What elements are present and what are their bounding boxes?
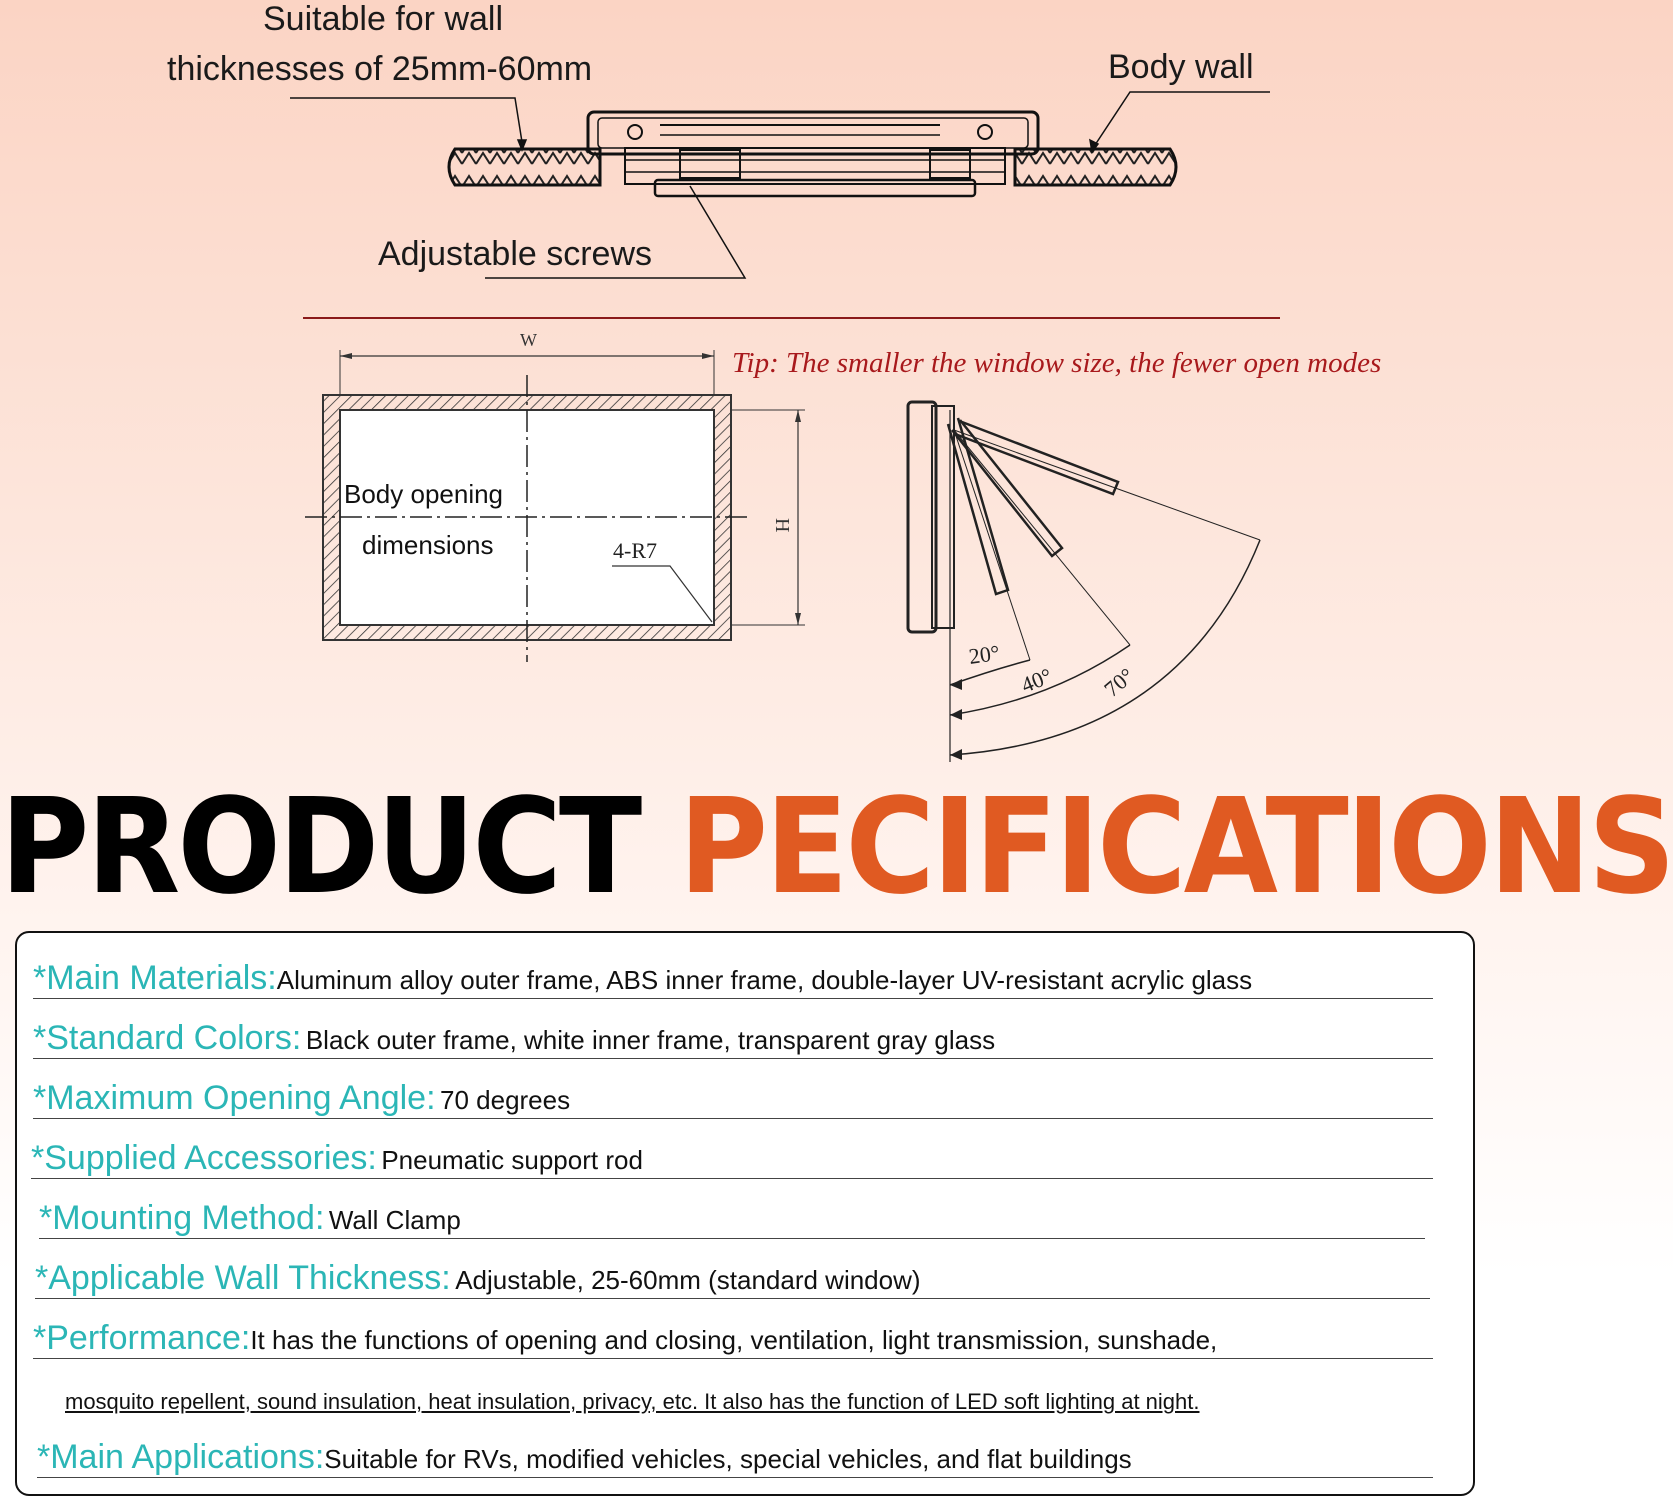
spec-row <box>35 1259 1430 1299</box>
angle-label-40: 40° <box>1017 662 1056 698</box>
adjustable-screws-label: Adjustable screws <box>378 235 653 273</box>
spec-value: Aluminum alloy outer frame, ABS inner frame, double-layer UV-resistant acrylic glass <box>276 965 1253 995</box>
spec-key: *Mounting Method: <box>39 1199 325 1237</box>
spec-row <box>33 1019 1433 1059</box>
spec-value: It has the functions of opening and closing, ventilation, light transmission, sunshade, <box>250 1325 1218 1355</box>
angle-label-70: 70° <box>1099 662 1139 702</box>
width-label: W <box>520 330 537 350</box>
spec-row <box>33 1319 1433 1359</box>
spec-key: *Maximum Opening Angle: <box>33 1079 436 1117</box>
opening-label-line2: dimensions <box>362 530 494 560</box>
angle-label-20: 20° <box>967 639 1002 669</box>
spec-value: 70 degrees <box>440 1085 571 1115</box>
spec-key: *Performance: <box>33 1319 251 1357</box>
tip-text: Tip: The smaller the window size, the fewer open modes <box>732 347 1382 379</box>
height-label: H <box>771 518 793 533</box>
spec-key: *Standard Colors: <box>33 1019 302 1057</box>
spec-value: Black outer frame, white inner frame, transparent gray glass <box>305 1025 996 1055</box>
spec-list-box <box>15 931 1475 1496</box>
headline-product: PRODUCT <box>0 770 640 924</box>
window-frame-section <box>588 112 1038 196</box>
opening-label-line1: Body opening <box>344 479 504 509</box>
spec-key: *Main Applications: <box>37 1438 325 1476</box>
spec-key: *Main Materials: <box>33 959 277 997</box>
wall-thickness-label-line2: thicknesses of 25mm-60mm <box>167 50 593 88</box>
wall-thickness-label-line1: Suitable for wall <box>263 0 504 38</box>
spec-value: Wall Clamp <box>328 1205 461 1235</box>
spec-key: *Supplied Accessories: <box>31 1139 377 1177</box>
corner-radius-label: 4-R7 <box>613 538 657 563</box>
spec-row <box>31 1139 1433 1179</box>
opening-angle-drawing <box>908 402 1260 762</box>
spec-row <box>39 1199 1425 1239</box>
spec-value-continuation: mosquito repellent, sound insulation, heat insulation, privacy, etc. It also has the function of LED soft lighting at night. <box>65 1389 1200 1414</box>
spec-value: Suitable for RVs, modified vehicles, special vehicles, and flat buildings <box>324 1444 1132 1474</box>
headline-specifications: PECIFICATIONS <box>678 770 1673 924</box>
spec-row <box>37 1438 1433 1478</box>
spec-value: Pneumatic support rod <box>381 1145 643 1175</box>
spec-value: Adjustable, 25-60mm (standard window) <box>455 1265 921 1295</box>
technical-diagram <box>0 0 1500 780</box>
body-wall-label: Body wall <box>1108 48 1254 86</box>
specifications-headline <box>0 770 1673 924</box>
spec-row <box>33 1079 1433 1119</box>
spec-row <box>33 959 1433 999</box>
spec-key: *Applicable Wall Thickness: <box>35 1259 451 1297</box>
